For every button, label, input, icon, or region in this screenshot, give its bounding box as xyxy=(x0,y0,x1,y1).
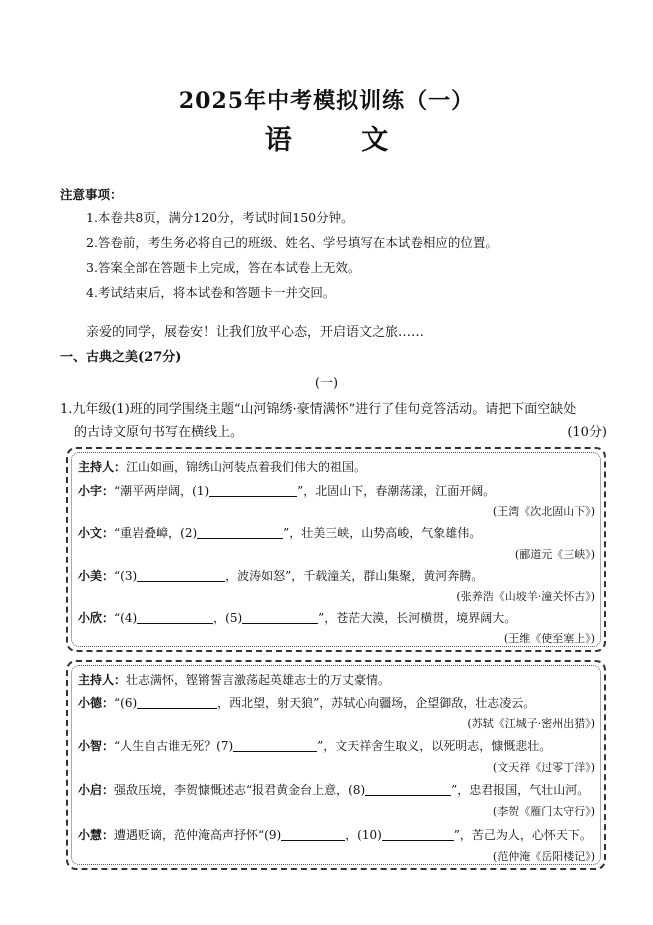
question-score: (10分) xyxy=(567,425,607,440)
answer-blank[interactable] xyxy=(382,828,454,841)
host-line: 主持人：江山如画，锦绣山河装点着我们伟大的祖国。 xyxy=(78,460,367,474)
answer-line: 小宇：“潮平两岸阔，(1) ”，北固山下，春潮荡漾，江面开阔。 xyxy=(78,484,496,498)
question-text: 1.九年级(1)班的同学围绕主题“山河锦绣·豪情满怀”进行了佳句竞答活动。请把下面空缺处 xyxy=(60,402,577,417)
answer-blank[interactable] xyxy=(197,526,283,539)
source-citation: (文天祥《过零丁洋》) xyxy=(492,761,595,774)
answer-line: 小美：“(3) ，波涛如怒”，千载潼关，群山集聚，黄河奔腾。 xyxy=(78,569,484,583)
exam-title: 2025年中考模拟训练（一） xyxy=(178,88,475,114)
source-citation: (王维《使至塞上》) xyxy=(503,632,595,645)
answer-blank[interactable] xyxy=(365,783,451,796)
section-heading: 一、古典之美(27分) xyxy=(60,350,182,365)
answer-blank[interactable] xyxy=(233,739,317,752)
notice-item: 1.本卷共8页，满分120分，考试时间150分钟。 xyxy=(86,210,354,225)
answer-line: 小智：“人生自古谁无死？(7) ”，文天祥舍生取义，以死明志，慷慨悲壮。 xyxy=(78,739,552,753)
subject-title: 语 文 xyxy=(264,125,419,156)
notice-item: 3.答案全部在答题卡上完成，答在本试卷上无效。 xyxy=(86,260,361,275)
source-citation: (李贺《雁门太守行》) xyxy=(492,805,595,818)
notice-item: 2.答卷前，考生务必将自己的班级、姓名、学号填写在本试卷相应的位置。 xyxy=(86,235,498,250)
host-line: 主持人：壮志满怀，铿锵誓言激荡起英雄志士的万丈豪情。 xyxy=(78,673,391,687)
subsection-heading: (一) xyxy=(314,376,339,391)
answer-line: 小欣：“(4) ，(5) ”，苍茫大漠，长河横贯，境界阔大。 xyxy=(78,611,517,625)
answer-blank[interactable] xyxy=(281,828,345,841)
notice-heading: 注意事项： xyxy=(60,187,123,202)
answer-blank[interactable] xyxy=(209,484,297,497)
answer-blank[interactable] xyxy=(242,611,318,624)
source-citation: (王湾《次北固山下》) xyxy=(492,505,595,518)
source-citation: (张养浩《山坡羊·潼关怀古》) xyxy=(456,590,595,603)
answer-blank[interactable] xyxy=(137,611,213,624)
answer-line: 小德：“(6) ，西北望，射天狼”，苏轼心向疆场，企望御敌，壮志凌云。 xyxy=(78,696,536,710)
notice-item: 4.考试结束后，将本试卷和答题卡一并交回。 xyxy=(86,285,336,300)
source-citation: (郦道元《三峡》) xyxy=(514,548,595,561)
greeting: 亲爱的同学，展卷安！让我们放平心态，开启语文之旅…… xyxy=(86,325,425,340)
answer-blank[interactable] xyxy=(137,569,225,582)
answer-line: 小启：强敌压境，李贺慷慨述志“报君黄金台上意，(8) ”，忠君报国，气壮山河。 xyxy=(78,783,590,797)
question-text-cont: 的古诗文原句书写在横线上。 xyxy=(74,425,244,440)
answer-line: 小慧：遭遇贬谪，范仲淹高声抒怀“(9) ，(10) ”，苦己为人，心怀天下。 xyxy=(78,828,592,842)
source-citation: (苏轼《江城子·密州出猎》) xyxy=(467,717,595,730)
answer-line: 小文：“重岩叠嶂，(2) ”，壮美三峡，山势高峻，气象雄伟。 xyxy=(78,526,482,540)
source-citation: (范仲淹《岳阳楼记》) xyxy=(492,850,595,863)
answer-blank[interactable] xyxy=(137,696,217,709)
